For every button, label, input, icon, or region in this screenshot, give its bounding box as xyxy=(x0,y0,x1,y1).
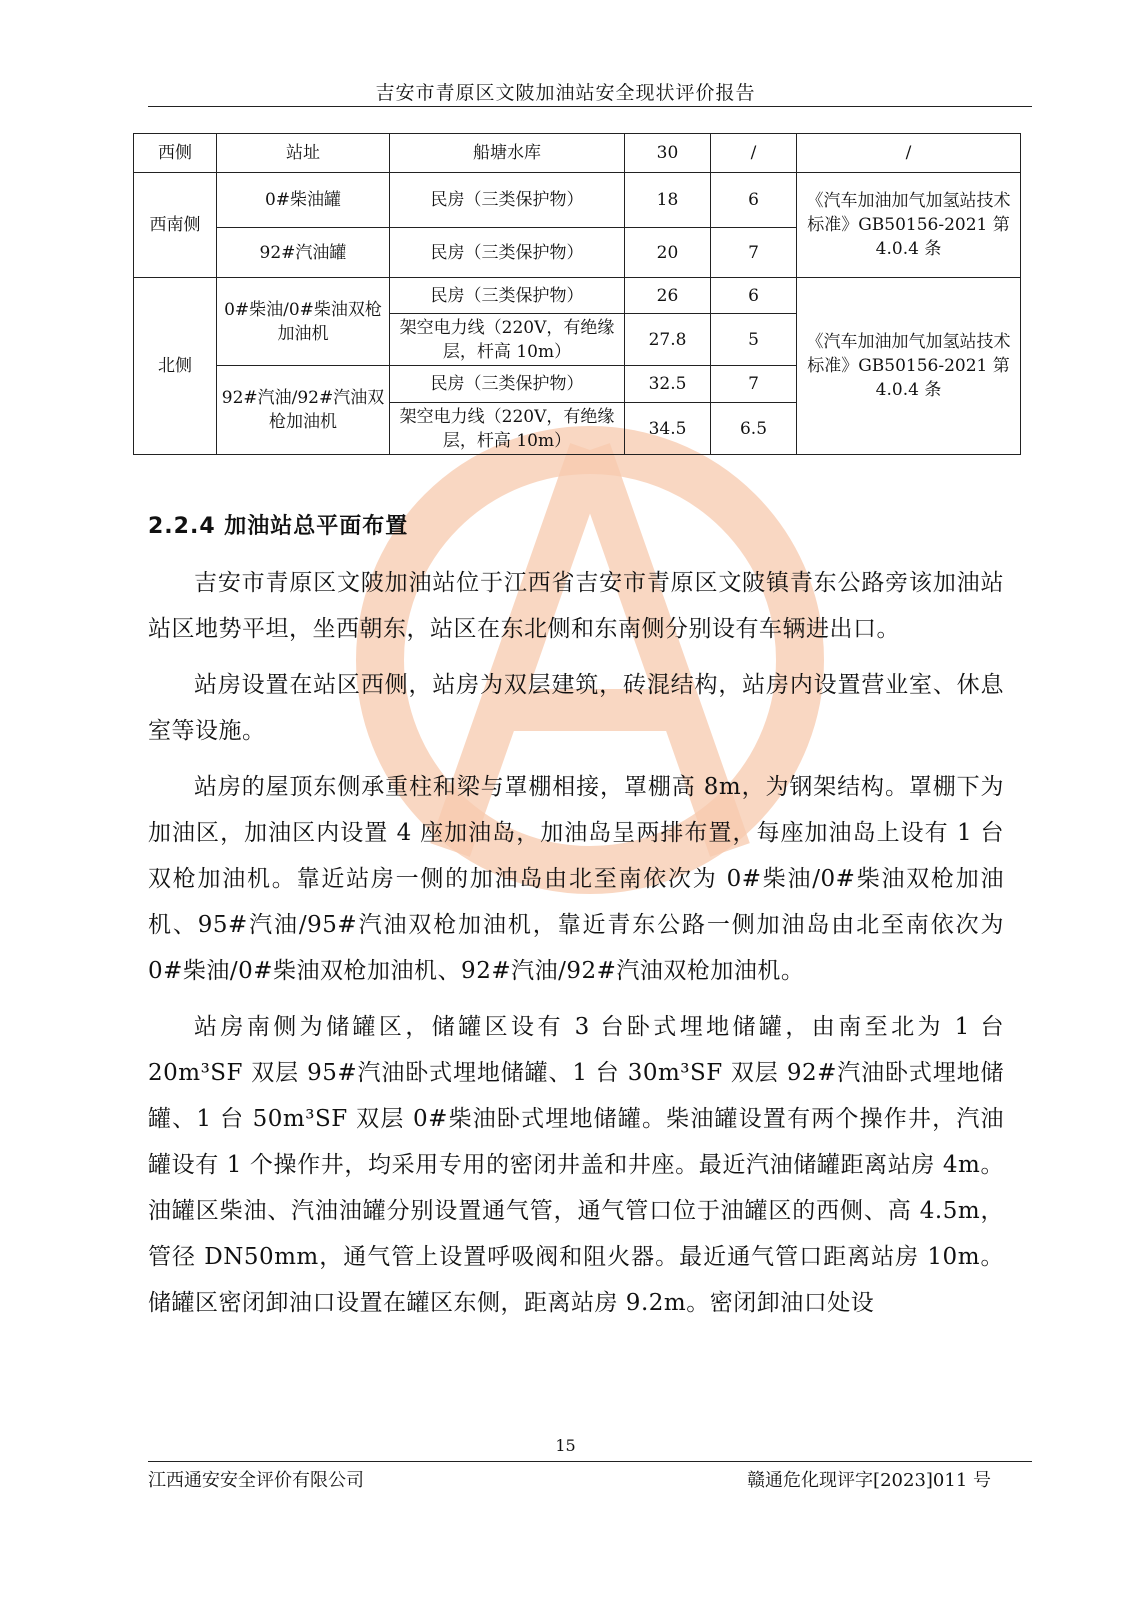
section-heading: 2.2.4 加油站总平面布置 xyxy=(148,514,409,539)
table-cell: 《汽车加油加气加氢站技术标准》GB50156-2021 第 4.0.4 条 xyxy=(797,278,1021,455)
table-cell: 18 xyxy=(625,173,711,228)
table-cell: 6 xyxy=(711,278,797,314)
table-cell: 船塘水库 xyxy=(390,134,625,173)
distance-table xyxy=(133,133,1021,455)
table-cell: / xyxy=(797,134,1021,173)
report-header-title: 吉安市青原区文陂加油站安全现状评价报告 xyxy=(375,82,756,104)
table-cell: 民房（三类保护物） xyxy=(390,366,625,403)
table-cell: 0#柴油/0#柴油双枪加油机 xyxy=(217,278,390,366)
table-cell: 西南侧 xyxy=(134,173,217,278)
table-cell: 6.5 xyxy=(711,403,797,455)
table-cell: 27.8 xyxy=(625,314,711,366)
paragraph: 站房南侧为储罐区，储罐区设有 3 台卧式埋地储罐，由南至北为 1 台 20m³SF 双层 95#汽油卧式埋地储罐、1 台 30m³SF 双层 92#汽油卧式埋地储罐、1 台 50m³SF 双层 0#柴油卧式埋地储罐。柴油罐设置有两个操作井，汽油罐设有 1 个操作井，均采用专用的密闭井盖和井座。最近汽油储罐距离站房 4m。油罐区柴油、汽油油罐分别设置通气管，通气管口位于油罐区的西侧、高 4.5m，管径 DN50mm，通气管上设置呼吸阀和阻火器。最近通气管口距离站房 10m。储罐区密闭卸油口设置在罐区东侧，距离站房 9.2m。密闭卸油口处设 xyxy=(148,1014,1004,1316)
table-cell: 民房（三类保护物） xyxy=(390,173,625,228)
table-cell: 架空电力线（220V，有绝缘层，杆高 10m） xyxy=(390,403,625,455)
table-cell: 32.5 xyxy=(625,366,711,403)
table-cell: 92#汽油/92#汽油双枪加油机 xyxy=(217,366,390,455)
table-cell: 民房（三类保护物） xyxy=(390,278,625,314)
table-row xyxy=(134,173,1021,228)
table-cell: 7 xyxy=(711,366,797,403)
table-cell: 西侧 xyxy=(134,134,217,173)
table-cell: 架空电力线（220V，有绝缘层，杆高 10m） xyxy=(390,314,625,366)
table-cell: 北侧 xyxy=(134,278,217,455)
table-cell: 0#柴油罐 xyxy=(217,173,390,228)
table-cell: 站址 xyxy=(217,134,390,173)
table-cell: 民房（三类保护物） xyxy=(390,228,625,278)
table-cell: 26 xyxy=(625,278,711,314)
table-row xyxy=(134,134,1021,173)
table-cell: 30 xyxy=(625,134,711,173)
table-cell: 20 xyxy=(625,228,711,278)
table-cell: / xyxy=(711,134,797,173)
paragraph: 站房的屋顶东侧承重柱和梁与罩棚相接，罩棚高 8m，为钢架结构。罩棚下为加油区，加油区内设置 4 座加油岛，加油岛呈两排布置，每座加油岛上设有 1 台双枪加油机。靠近站房一侧的加油岛由北至南依次为 0#柴油/0#柴油双枪加油机、95#汽油/95#汽油双枪加油机，靠近青东公路一侧加油岛由北至南依次为 0#柴油/0#柴油双枪加油机、92#汽油/92#汽油双枪加油机。 xyxy=(148,774,1004,984)
paragraph: 吉安市青原区文陂加油站位于江西省吉安市青原区文陂镇青东公路旁该加油站站区地势平坦，坐西朝东，站区在东北侧和东南侧分别设有车辆进出口。 xyxy=(148,570,1004,642)
table-cell: 6 xyxy=(711,173,797,228)
paragraph: 站房设置在站区西侧，站房为双层建筑，砖混结构，站房内设置营业室、休息室等设施。 xyxy=(148,672,1004,744)
header-rule xyxy=(148,106,1032,107)
page-number: 15 xyxy=(555,1436,576,1455)
body-text xyxy=(148,560,1004,1336)
table-row xyxy=(134,278,1021,314)
table-cell: 7 xyxy=(711,228,797,278)
table-cell: 《汽车加油加气加氢站技术标准》GB50156-2021 第 4.0.4 条 xyxy=(797,173,1021,278)
footer-company: 江西通安安全评价有限公司 xyxy=(148,1470,364,1491)
table-cell: 92#汽油罐 xyxy=(217,228,390,278)
table-cell: 34.5 xyxy=(625,403,711,455)
footer-rule xyxy=(148,1461,1032,1462)
table-cell: 5 xyxy=(711,314,797,366)
footer-doc-number: 赣通危化现评字[2023]011 号 xyxy=(747,1470,991,1491)
